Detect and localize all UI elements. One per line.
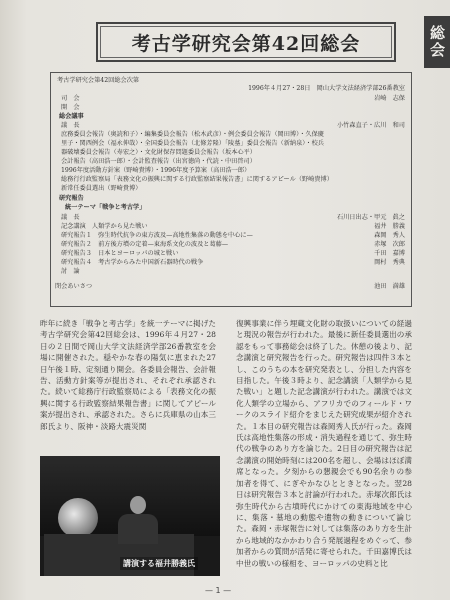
program-row	[61, 131, 405, 140]
program-row	[61, 232, 405, 241]
flower-arrangement	[58, 498, 98, 538]
lecture-photo	[40, 456, 220, 576]
research-theme: 統一テーマ「戦争と考古学」	[65, 204, 146, 211]
speaker-body	[118, 514, 158, 544]
program-box	[50, 72, 412, 307]
program-row	[61, 158, 405, 167]
program-row	[61, 250, 405, 259]
program-row-label: 器破壊委員会報告（寿宏之）・文化財保存問題委員会報告（坂本心平）	[61, 149, 256, 156]
program-row	[61, 140, 405, 149]
program-row-label: 研究報告１ 弥生時代抗争の東方波及—高地性集落の動態を中心に—	[61, 232, 253, 239]
program-row	[61, 104, 405, 113]
program-row	[61, 268, 405, 277]
program-row	[61, 176, 405, 185]
program-row-person: 石川日出志・甲元 眞之	[336, 214, 405, 221]
program-row	[61, 167, 405, 176]
program-row-label: 研究報告４ 考古学からみた中国新石器時代の戦争	[61, 259, 204, 266]
program-row	[61, 122, 405, 131]
program-row-label: 研究報告２ 前方後方墳の定着—東海系文化の波及と葛藤—	[61, 241, 229, 248]
program-row-label: 討 論	[61, 268, 80, 275]
photo-caption: 講演する福井勝義氏	[120, 557, 198, 570]
program-row	[61, 259, 405, 268]
title-box	[96, 22, 396, 62]
article-column-left: 昨年に続き「戦争と考古学」を統一テーマに掲げた考古学研究会第42回総会は、1996年４月27・28日の２日間で岡山大学文法経済学部26番教室を会場に開催された。穏やかな春の陽気に恵まれた27日午後１時、定刻通り開会。各委員会報告、会計報告、活動方針案等が提出され、それぞれ承認された。続いて総務庁行政監察局による「表務文化の振興に関する行政監察結果報告書」に関してアピール案が提出され、承認された。さらに兵庫県の山本三郎氏より、阪神・淡路大震災関	[40, 319, 216, 431]
program-row-person: 池田 満雄	[374, 283, 405, 290]
program-row-label: 記念講演 人類学から見た戦い	[61, 223, 148, 230]
program-row-label: 会計報告（高田浩一郎）・会計監査報告（出宮徳尚・代読・中田啓司）	[61, 158, 256, 165]
program-row-label: 里子・関西例会（福永伸哉）・全国委員会報告（北條芳隆）「陵墓」委員会報告（新納泉）・校兵	[61, 140, 324, 147]
program-row-person: 赤塚 次郎	[374, 241, 405, 248]
page-number: — 1 —	[205, 586, 232, 595]
program-row-label: 議 長	[61, 214, 80, 221]
page-title: 考古学研究会第42回総会	[131, 32, 361, 55]
program-row-person: 岡村 秀典	[374, 259, 405, 266]
speaker-head	[130, 496, 146, 514]
program-row-label: 司 会	[61, 95, 80, 102]
program-row	[55, 283, 405, 292]
program-row	[61, 241, 405, 250]
program-row-person: 千田 嘉博	[374, 250, 405, 257]
program-row-label: 閉会あいさつ	[55, 283, 93, 290]
program-date-place: 1996年４月27・28日 岡山大学文法経済学部26番教室	[248, 85, 405, 92]
program-row-person: 岩崎 志保	[374, 95, 405, 102]
program-row	[61, 223, 405, 232]
program-row-person: 福井 勝義	[374, 223, 405, 230]
program-row	[61, 95, 405, 104]
section-research-heading: 研究報告	[59, 195, 84, 202]
program-row-label: 議 長	[61, 122, 80, 129]
program-row-label: 新常任委員選出（野崎貴博）	[61, 185, 142, 192]
program-row-label: 庶務委員会報告（奥読和子）・編集委員会報告（松木武彦）・例会委員会報告（岡田博）・久保慶	[61, 131, 324, 138]
program-row-label: 総務行行政監察局「表務文化の振興に関する行政監察結果報告書」に関するアピール（野崎貴博）	[61, 176, 333, 183]
program-row-label: 開 会	[61, 104, 80, 111]
section-general-heading: 総会議事	[59, 113, 84, 120]
program-row-person: 森岡 秀人	[374, 232, 405, 239]
program-row	[61, 185, 405, 194]
program-row-person: 小竹森直子・広川 和司	[336, 122, 405, 129]
program-header: 考古学研究会第42回総会次第	[57, 77, 140, 84]
article-column-right: 復興事業に伴う埋蔵文化財の取扱いについての経過と現況の報告が行われた。最後に新任委員選出の承認をもって事務総会は終了した。休憩の後より、記念講演と研究報告を行った。研究報告は四件３本とし、このうちの本を研究発表とし、分担した内容を目指した。午後３時より、記念講演「人類学から見た戦い」と題した記念講演が行われた。講演では文化人類学の立場から、アフリカでのフィールド・ワークのスライド紹介をまじえた研究成果が紹介された。１本目の研究報告は森岡秀人氏が行った。森岡氏は高地性集落の形成・消失過程を通じて、弥生時代の戦争のあり方を論じた。2日目の研究報告は記念講演の開始時刻には200名を超し、会場はほぼ満席となった。夕刻からの懇親会でも90名余りの参加者を得て、にぎやかなひとときとなった。翌28日は研究報告３本と討論が行われた。赤塚次郎氏は弥生時代から古墳時代にかけての東海地域を中心に、集落・墓地の動態や遺物の動きについて論じた。森岡・赤塚報告に対しては集落のあり方を生計から地域的なかかわり合う発展過程をめぐって、参加者からの質問が活発に寄せられた。千田嘉博氏は中世の戦いの様相を、ヨーロッパの史料と比	[236, 319, 412, 568]
program-row	[61, 149, 405, 158]
program-row-label: 研究報告３ 日本とヨーロッパの城と戦い	[61, 250, 179, 257]
program-row-label: 1996年度活動方針案（野崎貴博）・1996年度予算案（高田浩一郎）	[61, 167, 251, 174]
program-row	[61, 214, 405, 223]
section-tab: 総会	[424, 16, 450, 68]
